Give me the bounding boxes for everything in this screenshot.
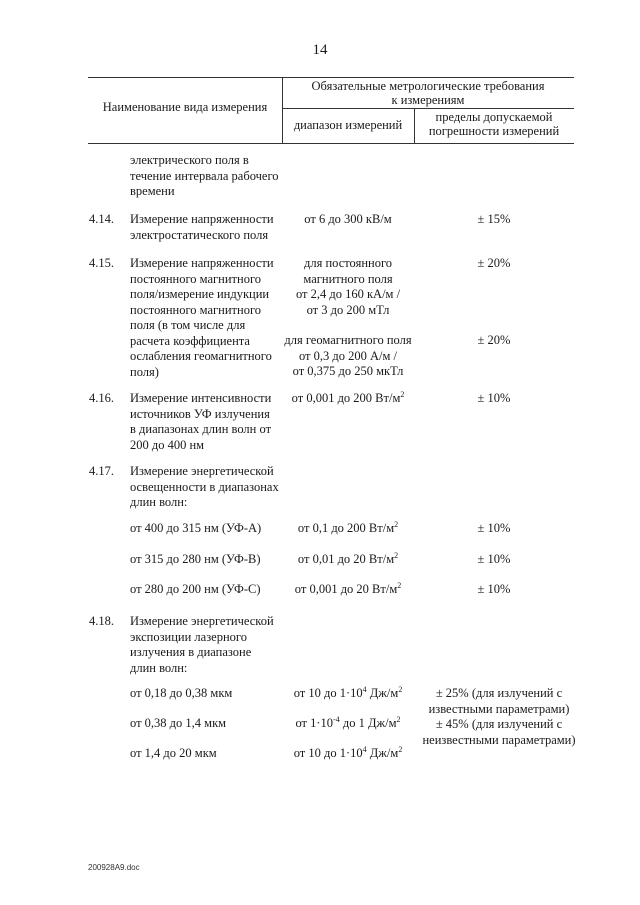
range-text: от 0,1 до 200 Вт/м <box>297 521 395 535</box>
text-line: постоянного магнитного <box>130 271 262 286</box>
text-line: неизвестными параметрами) <box>422 732 576 747</box>
text-line: длин волн: <box>130 660 188 675</box>
text-line: для постоянного <box>303 256 393 270</box>
subrow-name: от 315 до 280 нм (УФ-В) <box>130 552 261 566</box>
text-line: Измерение напряженности <box>130 256 274 270</box>
text-line: поля) <box>130 364 159 379</box>
text-line: постоянного магнитного <box>130 302 262 317</box>
text-line: Измерение интенсивности <box>130 391 272 405</box>
text-line: ослабления геомагнитного <box>130 349 272 363</box>
row-range: от 6 до 300 кВ/м <box>304 212 392 226</box>
range-sup: 2 <box>394 551 399 560</box>
header-top-rule <box>88 77 574 78</box>
text-line: ± 45% (для излучений с <box>435 717 563 731</box>
subrow-range <box>282 746 414 762</box>
text-line: течение интервала рабочего <box>130 168 279 183</box>
range-sup: 2 <box>398 745 403 754</box>
header-range-col: диапазон измерений <box>293 118 403 132</box>
row-error: ± 20% <box>477 333 511 347</box>
row-error <box>414 686 584 748</box>
range-text: Дж/м <box>366 746 399 760</box>
text-line: длин волн: <box>130 495 188 509</box>
subrow-range <box>282 582 414 598</box>
text-line: 200 до 400 нм <box>130 437 205 452</box>
text-line: экспозиции лазерного <box>130 629 247 644</box>
row-name <box>130 212 274 243</box>
subrow-range <box>282 716 414 732</box>
text-line: от 2,4 до 160 кА/м / <box>295 287 401 301</box>
text-line: ± 25% (для излучений с <box>435 686 563 700</box>
range-text: от 0,001 до 20 Вт/м <box>294 582 398 596</box>
header-requirements-line2: к измерениям <box>391 93 465 107</box>
text-line: поля/измерение индукции <box>130 287 270 301</box>
text-line: известными параметрами) <box>428 701 570 716</box>
row-error: ± 15% <box>477 212 511 226</box>
range-sup: 4 <box>362 745 367 754</box>
text-line: от 0,375 до 250 мкТл <box>292 364 404 378</box>
text-line: освещенности в диапазонах <box>130 479 279 494</box>
range-text: от 10 до 1·10 <box>293 746 363 760</box>
row-range <box>272 333 424 380</box>
row-number: 4.14. <box>89 212 114 226</box>
row-number: 4.16. <box>89 391 114 405</box>
text-line: Измерение энергетической <box>130 464 274 478</box>
header-requirements-line1: Обязательные метрологические требования <box>311 79 545 93</box>
header-error-line2: погрешности измерений <box>428 124 560 138</box>
row-number: 4.18. <box>89 614 114 628</box>
subrow-name: от 0,18 до 0,38 мкм <box>130 686 233 700</box>
header-bottom-rule <box>88 143 574 144</box>
range-sup: 2 <box>397 581 402 590</box>
subrow-error: ± 10% <box>477 521 511 535</box>
text-line: электрического поля в <box>130 153 249 167</box>
subrow-range <box>282 686 414 702</box>
text-line: от 3 до 200 мТл <box>306 302 390 317</box>
page-number: 14 <box>312 42 328 58</box>
text-line: для геомагнитного поля <box>284 333 412 347</box>
range-sup: 4 <box>362 685 367 694</box>
range-sup: 2 <box>396 715 401 724</box>
text-line: магнитного поля <box>303 271 393 286</box>
range-text: до 1 Дж/м <box>339 716 397 730</box>
range-sup: 2 <box>400 390 405 399</box>
subrow-name: от 0,38 до 1,4 мкм <box>130 716 227 730</box>
continuation-name <box>130 153 279 200</box>
row-error: ± 10% <box>477 391 511 405</box>
subrow-error: ± 10% <box>477 582 511 596</box>
subrow-name: от 280 до 200 нм (УФ-С) <box>130 582 261 596</box>
text-line: излучения в диапазоне <box>130 645 252 659</box>
range-text: от 0,001 до 200 Вт/м <box>291 391 401 405</box>
subrow-error: ± 10% <box>477 552 511 566</box>
row-range <box>282 256 414 318</box>
row-error: ± 20% <box>477 256 511 270</box>
text-line: времени <box>130 184 175 198</box>
text-line: в диапазонах длин волн от <box>130 422 272 436</box>
range-text: от 0,01 до 20 Вт/м <box>297 552 395 566</box>
subrow-range <box>282 521 414 537</box>
range-text: от 10 до 1·10 <box>293 686 363 700</box>
row-number: 4.17. <box>89 464 114 478</box>
text-line: от 0,3 до 200 А/м / <box>298 348 398 363</box>
text-line: расчета коэффициента <box>130 333 250 348</box>
row-name <box>130 614 274 676</box>
header-name-col: Наименование вида измерения <box>102 100 268 114</box>
row-name <box>130 391 271 453</box>
text-line: поля (в том числе для <box>130 318 246 332</box>
text-line: источников УФ излучения <box>130 406 270 421</box>
range-sup: 2 <box>394 520 399 529</box>
text-line: электростатического поля <box>130 227 269 242</box>
footer-filename: 200928A9.doc <box>88 863 140 872</box>
subrow-name: от 400 до 315 нм (УФ-А) <box>130 521 262 535</box>
header-error-line1: пределы допускаемой <box>435 110 553 124</box>
row-name <box>130 256 274 380</box>
subrow-range <box>282 552 414 568</box>
text-line: Измерение энергетической <box>130 614 274 628</box>
text-line: Измерение напряженности <box>130 212 274 226</box>
row-name <box>130 464 279 511</box>
row-number: 4.15. <box>89 256 114 270</box>
row-range <box>282 391 414 407</box>
range-text: Дж/м <box>366 686 399 700</box>
range-sup: 2 <box>398 685 403 694</box>
range-sup: -4 <box>333 715 340 724</box>
subrow-name: от 1,4 до 20 мкм <box>130 746 217 760</box>
range-text: от 1·10 <box>295 716 334 730</box>
